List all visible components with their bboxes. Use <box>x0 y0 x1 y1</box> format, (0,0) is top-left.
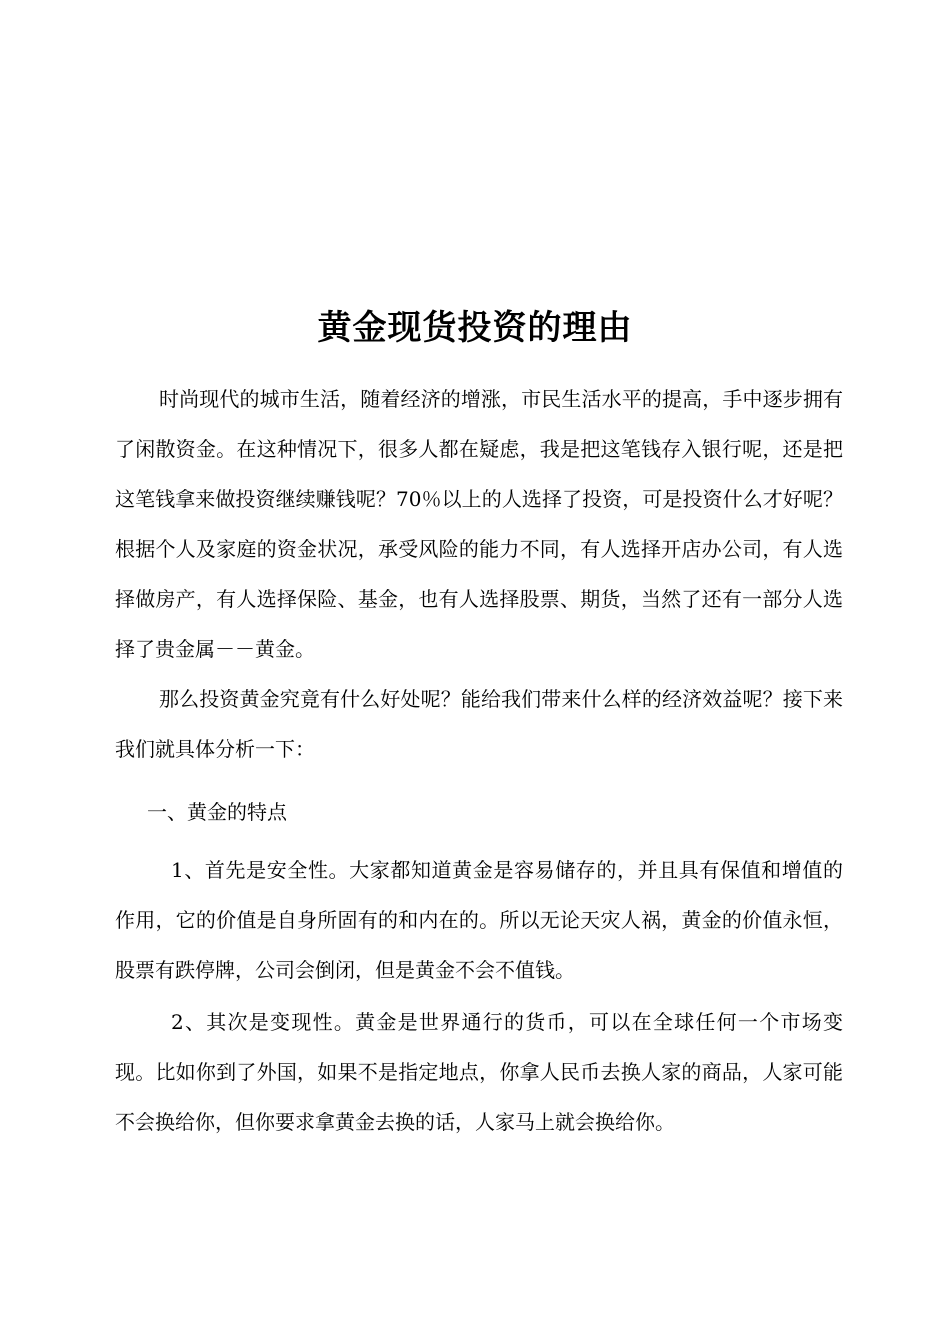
paragraph-safety: 1、首先是安全性。大家都知道黄金是容易储存的，并且具有保值和增值的作用，它的价值是自身所固有的和内在的。所以无论天灾人祸，黄金的价值永恒，股票有跌停牌，公司会倒闭，但是黄金不会不值钱。 <box>115 858 843 982</box>
document-title: 黄金现货投资的理由 <box>317 308 633 348</box>
paragraph-question: 那么投资黄金究竟有什么好处呢？能给我们带来什么样的经济效益呢？接下来我们就具体分析一下： <box>115 687 843 761</box>
section-heading-gold-features: 一、黄金的特点 <box>147 800 287 824</box>
paragraph-liquidity: 2、其次是变现性。黄金是世界通行的货币，可以在全球任何一个市场变现。比如你到了外国，如果不是指定地点，你拿人民币去换人家的商品，人家可能不会换给你，但你要求拿黄金去换的话，人家马上就会换给你。 <box>115 1010 843 1134</box>
paragraph-intro: 时尚现代的城市生活，随着经济的增涨，市民生活水平的提高，手中逐步拥有了闲散资金。在这种情况下，很多人都在疑虑，我是把这笔钱存入银行呢，还是把这笔钱拿来做投资继续赚钱呢？70％以上的人选择了投资，可是投资什么才好呢？根据个人及家庭的资金状况，承受风险的能力不同，有人选择开店办公司，有人选择做房产，有人选择保险、基金，也有人选择股票、期货，当然了还有一部分人选择了贵金属－－黄金。 <box>115 387 843 661</box>
